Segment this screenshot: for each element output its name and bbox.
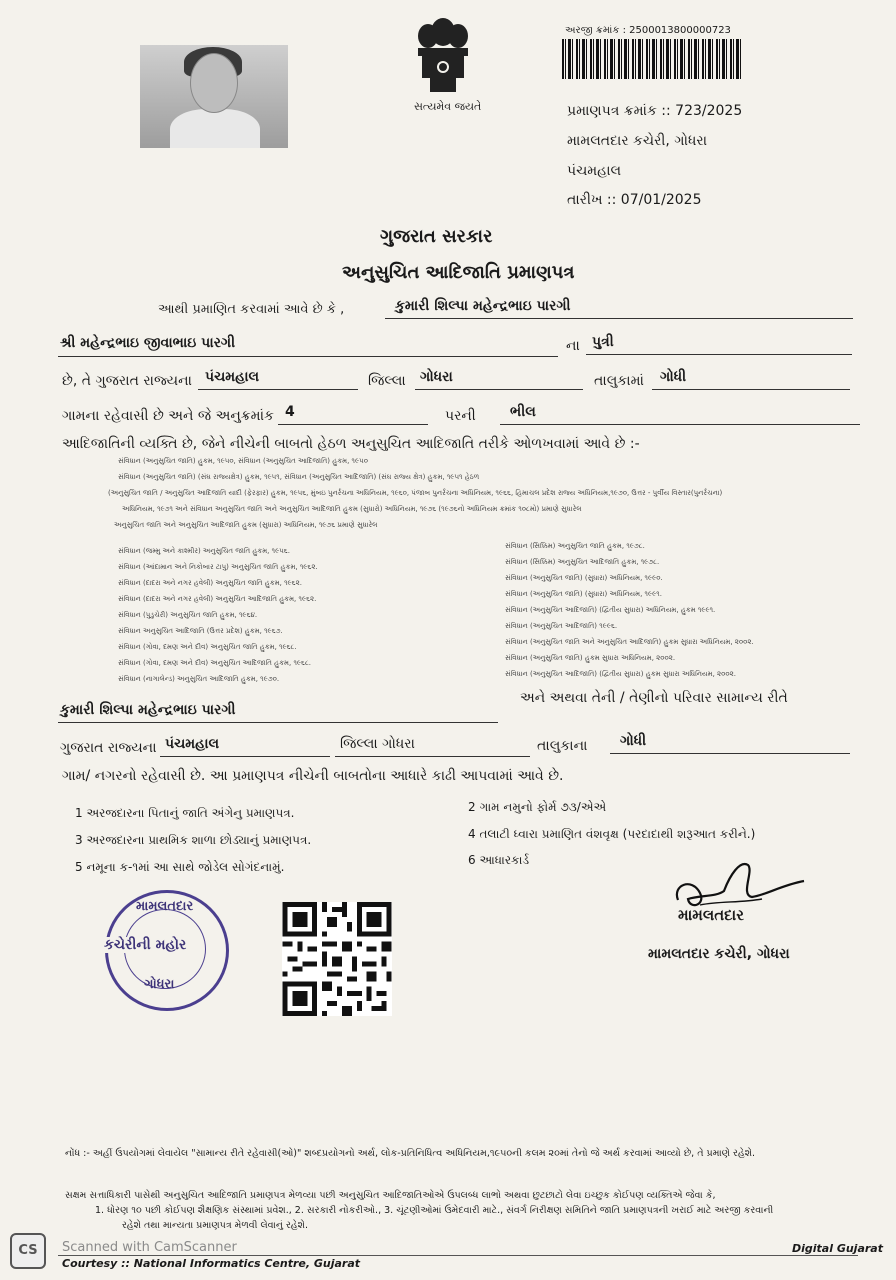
law-left-item: સંવિધાન અનુસુચિત આદિજાતિ (ઉત્તર પ્રદેશ) હુકમ, ૧૯૬૭. (118, 627, 283, 635)
applicant-photo (140, 45, 288, 148)
issuing-office: મામલતદાર કચેરી, ગોધરા (567, 133, 708, 149)
footer-divider (58, 1255, 858, 1256)
note-line: રહેશે તથા માન્યતા પ્રમાણપત્ર મેળવી લેવાનું રહેશે. (122, 1220, 308, 1231)
law-right-item: સંવિધાન (અનુસુચિત જાતિ) હુકમ સુધારા અધિનિયમ, ૨૦૦૨. (505, 654, 676, 662)
courtesy-text: Courtesy :: National Informatics Centre, Gujarat (62, 1257, 361, 1270)
residence-jilla: જિલ્લા ગોધરા (340, 736, 415, 752)
law-right-item: સંવિધાન (અનુસુચિત જાતિ) (સુધારા) અધિનિયમ, ૧૯૯૦. (505, 574, 663, 582)
law-left-item: સંવિધાન (આંદામાન અને નિકોબાર ટાપુ) અનુસુચિત જાતિ હુકમ, ૧૯૬૨. (118, 563, 318, 571)
village-text: ગામના રહેવાસી છે અને જે અનુક્રમાંક (62, 408, 274, 424)
signatory-designation: મામલતદાર (678, 906, 744, 924)
law-line: (અનુસુચિત જાતિ / અનુસુચિત આદિજાતિ યાદી (ફેરફાર) હુકમ, ૧૯૫૬, મુંબઇ પુનર્રચના અધિનિયમ, ૧૯૬૦, પંજાબ પુનર્રચના અધિનિયમ, ૧૯૬૬, હિમાચલ પ્રદેશ રાજ્ય અધિનિયમ,૧૯૭૦, ઉત્તર - પુર્વીય વિસ્તાર(પુનર્રચના) (108, 489, 723, 497)
law-right-item: સંવિધાન (અનુસુચિત જાતિ અને અનુસુચિત આદિજાતિ) હુકમ સુધારા અધિનિયમ, ૨૦૦૨. (505, 638, 754, 646)
signatory-office: મામલતદાર કચેરી, ગોધરા (648, 946, 790, 962)
office-seal (105, 890, 229, 1011)
district-value: પંચમહાલ (205, 369, 260, 385)
national-emblem-icon (408, 10, 478, 112)
emblem-motto: સત્યમેવ જયતે (414, 100, 482, 113)
barcode (562, 39, 742, 79)
law-left-item: સંવિધાન (ગોવા, દમણ અને દીવ) અનુસુચિત જાતિ હુકમ, ૧૯૬૮. (118, 643, 297, 651)
applicant-name: કુમારી શિલ્પા મહેન્દ્રભાઇ પારગી (395, 298, 571, 314)
law-line: સંવિધાન (અનુસુચિત જાતિ) (સંઘ રાજ્યક્ષેત્ર) હુકમ, ૧૯૫૧, સંવિધાન (અનુસુચિત આદિજાતિ) (સંઘ રાજ્ય ક્ષેત્ર) હુકમ, ૧૯૫૧ હેઠળ (118, 473, 480, 481)
father-name: શ્રી મહેન્દ્રભાઇ જીવાભાઇ પારગી (60, 335, 236, 351)
note-line: નોંધ :- અહીં ઉપયોગમાં લેવાયેલ "સામાન્ય રીતે રહેવાસી(ઓ)" શબ્દપ્રયોગનો અર્થ, લોક-પ્રતિનિધિત્વ અધિનિયમ,૧૯૫૦ની કલમ ૨૦માં તેનો જે અર્થ કરવામાં આવ્યો છે, તે પ્રમાણે રહેશે. (65, 1148, 756, 1159)
seal-bottom-text: ગોધરા (144, 977, 175, 992)
taluka-label: તાલુકામાં (594, 373, 644, 389)
law-line: અનુસુચિત જાતિ અને અનુસુચિત આદિજાતિ હુકમ (સુધારા) અધિનિયમ, ૧૯૭૬ પ્રમાણે સુધારેલ (114, 521, 378, 529)
law-right-item: સંવિધાન (અનુસુચિત જાતિ) (સુધારા) અધિનિયમ, ૧૯૯૧. (505, 590, 662, 598)
residence-district: પંચમહાલ (165, 736, 220, 752)
seal-top-text: મામલતદાર (136, 899, 194, 914)
family-text: અને અથવા તેની / તેણીનો પરિવાર સામાન્ય રીતે (520, 690, 788, 706)
law-line: સંવિધાન (અનુસુચિત જાતિ) હુકમ, ૧૯૫૦, સંવિધાન (અનુસુચિત આદિજાતિ) હુકમ, ૧૯૫૦ (118, 457, 368, 465)
government-title: ગુજરાત સરકાર (380, 226, 493, 247)
note-line: 1. ધોરણ ૧૦ પછી કોઈપણ શૈક્ષણિક સંસ્થામાં પ્રવેશ., 2. સરકારી નોકરીઓ., 3. ચૂંટણીઓમાં ઉમેદવારી માટે., સંવર્ગ નિરીક્ષણ સમિતિને જાતિ પ્રમાણપત્રની ખરાઈ માટે અરજી કરવાની (95, 1205, 774, 1216)
resident-name: કુમારી શિલ્પા મહેન્દ્રભાઇ પારગી (60, 702, 236, 718)
serial-number: 4 (285, 404, 295, 420)
law-left-item: સંવિધાન (ગોવા, દમણ અને દીવ) અનુસુચિત આદિજાતિ હુકમ, ૧૯૬૮. (118, 659, 312, 667)
document-item: 4 તલાટી ધ્વારા પ્રમાણિત વંશવૃક્ષ (પરદાદાથી શરૂઆત કરીને.) (468, 827, 756, 841)
law-right-item: સંવિધાન (સિક્કિમ) અનુસુચિત આદિજાતિ હુકમ, ૧૯૭૮. (505, 558, 660, 566)
document-item: 1 અરજદારના પિતાનું જાતિ અંગેનુ પ્રમાણપત્ર. (75, 806, 295, 820)
residence-state-text: ગુજરાત રાજ્યના (60, 740, 157, 756)
issue-date: તારીખ :: 07/01/2025 (567, 192, 702, 208)
application-number: અરજી ક્રમાંક : 2500013800000723 (565, 25, 731, 36)
law-left-item: સંવિધાન (દાદરા અને નગર હવેલી) અનુસુચિત જાતિ હુકમ, ૧૯૬૨. (118, 579, 302, 587)
state-text: છે, તે ગુજરાત રાજ્યના (62, 373, 192, 389)
digital-gujarat-text: Digital Gujarat (792, 1242, 883, 1255)
residence-taluka-label: તાલુકાના (537, 738, 588, 754)
camscanner-logo-icon: CS (10, 1233, 46, 1269)
document-item: 2 ગામ નમુનો ફોર્મ ૭૩/એએ (468, 800, 607, 814)
basis-text: ગામ/ નગરનો રહેવાસી છે. આ પ્રમાણપત્ર નીચેની બાબતોના આધારે કાઢી આપવામાં આવે છે. (62, 768, 564, 784)
law-line: અધિનિયમ, ૧૯૭૧ અને સંવિધાન અનુસુચિત જાતિ અને અનુસુચિત આદિજાતિ હુકમ (સુધારો) અધિનિયમ, ૧૯૭૬ (૧૯૭૬નો અધિનિયમ ક્રમાંક ૧૦૮મો) પ્રમાણે સુધારેલ (122, 505, 582, 513)
certificate-title: અનુસુચિત આદિજાતિ પ્રમાણપત્ર (342, 262, 575, 283)
law-right-item: સંવિધાન (અનુસુચિત આદિજાતિ) ૧૯૯૬. (505, 622, 618, 630)
tribe-text: આદિજાતિની વ્યક્તિ છે, જેને નીચેની બાબતો હેઠળ અનુસુચિત આદિજાતિ તરીકે ઓળખવામાં આવે છે :- (62, 436, 640, 452)
law-left-item: સંવિધાન (નાગાલેન્ડ) અનુસુચિત આદિજાતિ હુકમ, ૧૯૭૦. (118, 675, 280, 683)
document-item: 6 આધારકાર્ડ (468, 853, 530, 867)
law-right-item: સંવિધાન (અનુસુચિત આદિજાતિ) (દ્વિતીય સુધારા) હુકમ સુધારા અધિનિયમ, ૨૦૦૨. (505, 670, 736, 678)
taluka-value: ગોધી (660, 369, 687, 385)
document-item: 5 નમૂના ક-૧માં આ સાથે જોડેલ સોગંદનામું. (75, 860, 285, 874)
note-line: સક્ષમ સત્તાધિકારી પાસેથી અનુસુચિત આદિજાતિ પ્રમાણપત્ર મેળવ્યા પછી અનુસુચિત આદિજાતિઓએ ઉપલબ્ધ લાભો અથવા છુટછાટો લેવા ઇચ્છુક કોઈપણ વ્યક્તિએ જેવા કે, (65, 1190, 716, 1201)
scanner-watermark: Scanned with CamScanner (62, 1240, 237, 1255)
tribe-name: ભીલ (510, 404, 536, 420)
law-left-item: સંવિધાન (જમ્મુ અને કાશ્મીર) અનુસુચિત જાતિ હુકમ, ૧૯૫૬. (118, 547, 290, 555)
law-right-item: સંવિધાન (સિક્કિમ) અનુસુચિત જાતિ હુકમ, ૧૯૭૮. (505, 542, 645, 550)
seal-center-text: કચેરીની મહોર (104, 937, 187, 953)
residence-taluka-value: ગોધી (620, 733, 647, 749)
document-item: 3 અરજદારના પ્રાથમિક શાળા છોડ્યાનું પ્રમાણપત્ર. (75, 833, 312, 847)
issuing-district: પંચમહાલ (567, 163, 622, 179)
law-left-item: સંવિધાન (દાદરા અને નગર હવેલી) અનુસુચિત આદિજાતિ હુકમ, ૧૯૬૨. (118, 595, 317, 603)
relation: પુત્રી (592, 334, 614, 350)
jilla-value: ગોધરા (420, 369, 453, 385)
jilla-label: જિલ્લા (368, 373, 406, 389)
certify-text: આથી પ્રમાણિત કરવામાં આવે છે કે , (158, 302, 345, 317)
parni-text: પરની (445, 408, 476, 424)
law-right-item: સંવિધાન (અનુસુચિત આદિજાતિ) (દ્વિતીય સુધારા) અધિનિયમ, હુકમ ૧૯૯૧. (505, 606, 716, 614)
law-left-item: સંવિધાન (પુડુચેરી) અનુસુચિત જાતિ હુકમ, ૧૯૬૪. (118, 611, 258, 619)
qr-code (282, 902, 392, 1016)
certificate-number: પ્રમાણપત્ર ક્રમાંક :: 723/2025 (567, 103, 743, 119)
na-text: ના (566, 338, 580, 354)
